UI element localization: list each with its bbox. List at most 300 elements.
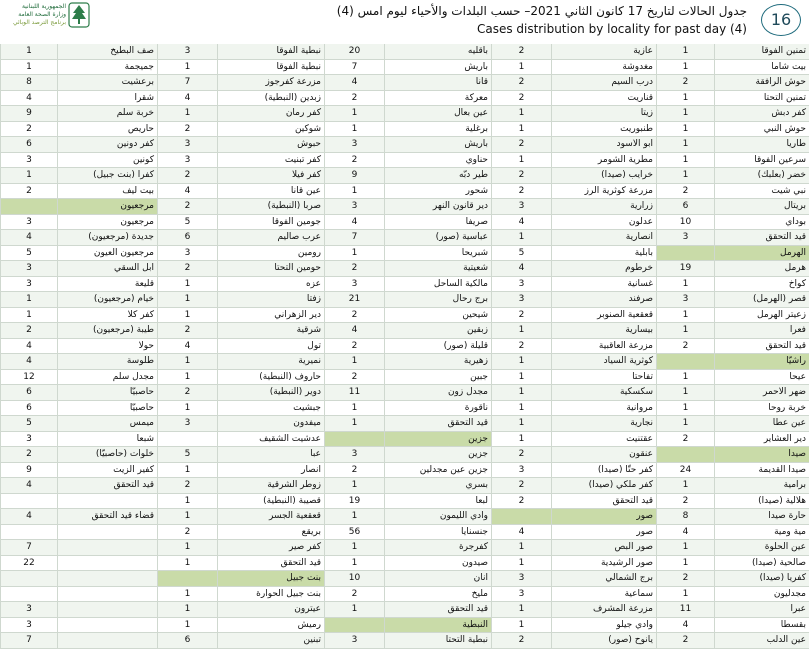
page-title-arabic: جدول الحالات لتاريخ 17 كانون الثاني 2021– حسب البلدات والأحياء ليوم امس (4) (336, 4, 747, 18)
locality-name: زيتا (551, 106, 656, 122)
locality-name: كفير الزيت (57, 463, 157, 479)
case-count: 2 (491, 137, 551, 153)
case-count: 19 (656, 261, 714, 277)
case-count: 2 (324, 261, 384, 277)
table-row (0, 571, 809, 587)
case-count: 12 (0, 370, 57, 386)
table-row (0, 525, 809, 541)
case-count: 2 (491, 91, 551, 107)
case-count: 5 (0, 416, 57, 432)
locality-name: عدلون (551, 215, 656, 231)
locality-name: قليلة (صور) (384, 339, 491, 355)
locality-name: جديدة (مرجعيون) (57, 230, 157, 246)
locality-name: كفر ملكي (صيدا) (551, 478, 656, 494)
locality-name: نميرية (217, 354, 324, 370)
locality-name: يانوح (صور) (551, 633, 656, 649)
locality-name: شيحين (384, 308, 491, 324)
locality-name: عين الدلب (714, 633, 809, 649)
table-row (0, 633, 809, 649)
case-count: 5 (157, 447, 217, 463)
case-count: 2 (0, 447, 57, 463)
table-row (0, 44, 809, 60)
locality-name: كفر رمان (217, 106, 324, 122)
locality-name: سكسكية (551, 385, 656, 401)
case-count: 2 (157, 525, 217, 541)
locality-name: عبا (217, 447, 324, 463)
case-count: 2 (324, 370, 384, 386)
locality-name: باقليه (384, 44, 491, 60)
locality-name: صرفند (551, 292, 656, 308)
case-count: 1 (656, 106, 714, 122)
case-count: 2 (0, 323, 57, 339)
case-count: 2 (491, 339, 551, 355)
locality-name: قيد التحقق (217, 556, 324, 572)
case-count: 1 (157, 277, 217, 293)
case-count: 4 (0, 339, 57, 355)
locality-name: كفر فيلا (217, 168, 324, 184)
locality-name: زفتا (217, 292, 324, 308)
cedar-logo-icon (68, 2, 90, 28)
ministry-logo (4, 2, 90, 32)
locality-name: مزرعة العاقبية (551, 339, 656, 355)
case-count: 19 (324, 494, 384, 510)
locality-name: جبشيت (217, 401, 324, 417)
locality-name: عين بعال (384, 106, 491, 122)
locality-name: كفر كلا (57, 308, 157, 324)
case-count: 1 (656, 44, 714, 60)
locality-name: كفر صير (217, 540, 324, 556)
case-count: 3 (157, 44, 217, 60)
locality-name: بسري (384, 478, 491, 494)
case-count: 2 (656, 633, 714, 649)
case-count: 3 (0, 618, 57, 634)
case-count: 1 (491, 385, 551, 401)
table-row (0, 509, 809, 525)
case-count: 8 (656, 509, 714, 525)
case-count: 1 (157, 587, 217, 603)
locality-name: قيد التحقق (714, 230, 809, 246)
locality-name: مجدل زون (384, 385, 491, 401)
locality-name: دوير (النبطية) (217, 385, 324, 401)
locality-name: رميش (217, 618, 324, 634)
locality-name: فعرا (714, 323, 809, 339)
locality-name: مطرية الشومر (551, 153, 656, 169)
case-count: 3 (324, 447, 384, 463)
case-count: 2 (324, 339, 384, 355)
case-count: 4 (157, 91, 217, 107)
locality-name: حومين التحتا (217, 261, 324, 277)
locality-name: مية ومية (714, 525, 809, 541)
case-count: 3 (324, 137, 384, 153)
case-count: 7 (0, 540, 57, 556)
locality-name: شبريحا (384, 246, 491, 262)
table-row (0, 432, 809, 448)
case-count (157, 571, 217, 587)
locality-name: صربا (النبطية) (217, 199, 324, 215)
case-count: 22 (0, 556, 57, 572)
locality-name: برج رحال (384, 292, 491, 308)
case-count: 2 (656, 432, 714, 448)
case-count: 1 (157, 509, 217, 525)
table-row (0, 246, 809, 262)
case-count: 4 (656, 525, 714, 541)
case-count: 4 (324, 323, 384, 339)
table-row (0, 184, 809, 200)
case-count: 3 (157, 153, 217, 169)
case-count: 1 (157, 401, 217, 417)
case-count: 3 (0, 215, 57, 231)
case-count: 2 (0, 184, 57, 200)
locality-name: باريش (384, 60, 491, 76)
case-count: 1 (157, 494, 217, 510)
locality-name: شوكين (217, 122, 324, 138)
case-count: 2 (656, 339, 714, 355)
locality-name: قناريت (551, 91, 656, 107)
case-count: 24 (656, 463, 714, 479)
cases-table (0, 44, 809, 649)
case-count: 2 (324, 587, 384, 603)
logo-line-1: الجمهورية اللبنانية (21, 3, 66, 10)
locality-name: قليعة (57, 277, 157, 293)
table-row (0, 277, 809, 293)
case-count: 3 (0, 602, 57, 618)
locality-name: كفر دونين (57, 137, 157, 153)
locality-name: جنسنايا (384, 525, 491, 541)
locality-name: كفرجرة (384, 540, 491, 556)
locality-name: وادي الليمون (384, 509, 491, 525)
locality-name: شعيتية (384, 261, 491, 277)
case-count: 1 (656, 401, 714, 417)
case-count: 1 (656, 308, 714, 324)
locality-name: قضاء قيد التحقق (57, 509, 157, 525)
case-count: 1 (324, 478, 384, 494)
case-count: 4 (157, 339, 217, 355)
table-row (0, 75, 809, 91)
case-count: 11 (656, 602, 714, 618)
case-count: 1 (491, 556, 551, 572)
case-count: 10 (324, 571, 384, 587)
case-count: 1 (656, 137, 714, 153)
case-count: 3 (157, 416, 217, 432)
table-row (0, 602, 809, 618)
case-count: 1 (157, 540, 217, 556)
locality-name (57, 540, 157, 556)
case-count: 1 (324, 184, 384, 200)
case-count: 2 (324, 308, 384, 324)
locality-name: تمنين التحتا (714, 91, 809, 107)
locality-name: حاصبيّا (57, 401, 157, 417)
table-row (0, 60, 809, 76)
case-count: 3 (656, 230, 714, 246)
table-row (0, 354, 809, 370)
case-count: 2 (491, 184, 551, 200)
locality-name: قعقعية الجسر (217, 509, 324, 525)
case-count: 4 (157, 184, 217, 200)
case-count: 1 (656, 385, 714, 401)
locality-name: بريقع (217, 525, 324, 541)
case-count: 2 (324, 91, 384, 107)
locality-name: خضر (بعلبك) (714, 168, 809, 184)
table-row (0, 494, 809, 510)
locality-name (57, 602, 157, 618)
locality-name: نجارية (551, 416, 656, 432)
case-count: 2 (157, 261, 217, 277)
locality-name: هلالية (صيدا) (714, 494, 809, 510)
case-count: 4 (0, 509, 57, 525)
case-count: 1 (157, 602, 217, 618)
locality-name: جميجمة (57, 60, 157, 76)
locality-name: نبطية التحتا (384, 633, 491, 649)
locality-name: عنقون (551, 447, 656, 463)
locality-name (57, 525, 157, 541)
locality-name: وادي جيلو (551, 618, 656, 634)
locality-name: جزين عين مجدلين (384, 463, 491, 479)
case-count: 3 (491, 571, 551, 587)
case-count: 1 (324, 416, 384, 432)
page-number-badge: 16 (761, 4, 801, 36)
locality-name: عرب صاليم (217, 230, 324, 246)
locality-name: صيدا (714, 447, 809, 463)
locality-name: خرطوم (551, 261, 656, 277)
locality-name: برامية (714, 478, 809, 494)
case-count: 3 (656, 292, 714, 308)
case-count: 6 (0, 385, 57, 401)
locality-name: صالحية (صيدا) (714, 556, 809, 572)
locality-name: برغلية (384, 122, 491, 138)
case-count: 8 (0, 75, 57, 91)
locality-name: مالكية الساحل (384, 277, 491, 293)
case-count: 5 (157, 215, 217, 231)
case-count: 3 (491, 277, 551, 293)
locality-name: عقتنيت (551, 432, 656, 448)
locality-name: مزرعة المشرف (551, 602, 656, 618)
locality-name: مغدوشة (551, 60, 656, 76)
locality-name: انصارية (551, 230, 656, 246)
case-count: 4 (491, 261, 551, 277)
locality-name (57, 633, 157, 649)
locality-name: قيد التحقق (384, 416, 491, 432)
case-count: 1 (324, 509, 384, 525)
case-count: 1 (491, 354, 551, 370)
table-row (0, 540, 809, 556)
locality-name: مرجعيون (57, 215, 157, 231)
locality-name: قصر (الهرمل) (714, 292, 809, 308)
case-count: 2 (656, 184, 714, 200)
case-count: 7 (324, 60, 384, 76)
locality-name: دير الزهراني (217, 308, 324, 324)
case-count: 1 (324, 556, 384, 572)
case-count: 1 (0, 44, 57, 60)
case-count (491, 509, 551, 525)
case-count: 2 (157, 122, 217, 138)
locality-name: ضهر الاحمر (714, 385, 809, 401)
case-count: 1 (157, 308, 217, 324)
table-row (0, 122, 809, 138)
locality-name: زعيتر الهرمل (714, 308, 809, 324)
locality-name: عين قانا (217, 184, 324, 200)
locality-name (57, 556, 157, 572)
locality-name: قيد التحقق (551, 494, 656, 510)
locality-name: نبطية الفوقا (217, 44, 324, 60)
locality-name: طاريا (714, 137, 809, 153)
locality-name (57, 618, 157, 634)
case-count: 1 (157, 106, 217, 122)
locality-name: صور (551, 525, 656, 541)
table-row (0, 230, 809, 246)
case-count: 7 (0, 633, 57, 649)
case-count: 1 (656, 556, 714, 572)
table-row (0, 292, 809, 308)
locality-name: حوش الرافقة (714, 75, 809, 91)
case-count: 1 (656, 370, 714, 386)
locality-name: قيد التحقق (714, 339, 809, 355)
locality-name: بقسطا (714, 618, 809, 634)
case-count (0, 199, 57, 215)
locality-name: طلوسة (57, 354, 157, 370)
table-row (0, 463, 809, 479)
locality-name: مليخ (384, 587, 491, 603)
locality-name: مرجعيون (57, 199, 157, 215)
locality-name: صور الرشيدية (551, 556, 656, 572)
locality-name: برج الشمالي (551, 571, 656, 587)
locality-name: برعشيت (57, 75, 157, 91)
case-count: 1 (157, 618, 217, 634)
case-count: 1 (0, 60, 57, 76)
case-count: 3 (0, 261, 57, 277)
case-count: 1 (491, 153, 551, 169)
case-count: 21 (324, 292, 384, 308)
locality-name: زوطر الشرقية (217, 478, 324, 494)
locality-name: معركة (384, 91, 491, 107)
table-row (0, 385, 809, 401)
locality-name (57, 571, 157, 587)
locality-name: راشيّا (714, 354, 809, 370)
locality-name: جزين (384, 432, 491, 448)
locality-name: شقرا (57, 91, 157, 107)
locality-name: جبين (384, 370, 491, 386)
case-count: 2 (491, 75, 551, 91)
locality-name: تمنين الفوقا (714, 44, 809, 60)
case-count: 1 (157, 370, 217, 386)
case-count: 1 (656, 540, 714, 556)
case-count: 1 (491, 122, 551, 138)
case-count: 1 (491, 602, 551, 618)
locality-name: زهيرية (384, 354, 491, 370)
locality-name: حاريص (57, 122, 157, 138)
locality-name: بيت ليف (57, 184, 157, 200)
case-count: 2 (491, 494, 551, 510)
case-count: 6 (0, 137, 57, 153)
locality-name (57, 494, 157, 510)
case-count (0, 494, 57, 510)
case-count: 9 (0, 106, 57, 122)
case-count: 6 (0, 401, 57, 417)
locality-name: ابو الاسود (551, 137, 656, 153)
locality-name: الهرمل (714, 246, 809, 262)
locality-name: حولا (57, 339, 157, 355)
case-count (656, 354, 714, 370)
case-count: 1 (656, 153, 714, 169)
case-count: 6 (157, 633, 217, 649)
locality-name: كونين (57, 153, 157, 169)
case-count: 20 (324, 44, 384, 60)
locality-name: بيت شاما (714, 60, 809, 76)
locality-name: مجدليون (714, 587, 809, 603)
locality-name: صور البص (551, 540, 656, 556)
locality-name: صيدون (384, 556, 491, 572)
case-count: 5 (0, 246, 57, 262)
case-count: 2 (157, 168, 217, 184)
locality-name: دير العشاير (714, 432, 809, 448)
table-row (0, 91, 809, 107)
locality-name: صور (551, 509, 656, 525)
locality-name: بنت جبيل الحوارة (217, 587, 324, 603)
locality-name: عدشيت الشقيف (217, 432, 324, 448)
case-count: 2 (0, 122, 57, 138)
table-row (0, 199, 809, 215)
case-count: 2 (491, 44, 551, 60)
case-count: 9 (324, 168, 384, 184)
case-count: 2 (157, 199, 217, 215)
locality-name: دير قانون النهر (384, 199, 491, 215)
case-count: 3 (491, 587, 551, 603)
locality-name: عبرا (714, 602, 809, 618)
logo-line-3: برنامج الترصد الوبائي (12, 19, 66, 26)
case-count: 1 (0, 292, 57, 308)
locality-name: جزين (384, 447, 491, 463)
case-count: 1 (656, 60, 714, 76)
table-row (0, 447, 809, 463)
locality-name: ابل السقي (57, 261, 157, 277)
table-row (0, 370, 809, 386)
case-count: 6 (157, 230, 217, 246)
case-count: 1 (656, 478, 714, 494)
table-row (0, 153, 809, 169)
locality-name: خيام (مرجعيون) (57, 292, 157, 308)
case-count (157, 432, 217, 448)
locality-name: نبطية الفوقا (217, 60, 324, 76)
case-count: 5 (491, 246, 551, 262)
table-row (0, 323, 809, 339)
case-count: 1 (0, 168, 57, 184)
locality-name: عين الحلوة (714, 540, 809, 556)
locality-name: قيد التحقق (384, 602, 491, 618)
case-count: 3 (157, 137, 217, 153)
locality-name: النبطية (384, 618, 491, 634)
case-count: 1 (324, 122, 384, 138)
locality-name: ناقورة (384, 401, 491, 417)
case-count: 1 (324, 246, 384, 262)
case-count: 1 (656, 91, 714, 107)
locality-name: صف البطيخ (57, 44, 157, 60)
locality-name: كفر دبش (714, 106, 809, 122)
case-count: 1 (491, 401, 551, 417)
case-count: 1 (656, 416, 714, 432)
locality-name: حناوي (384, 153, 491, 169)
case-count (0, 571, 57, 587)
locality-name: قصيبة (النبطية) (217, 494, 324, 510)
case-count: 1 (491, 106, 551, 122)
case-count: 1 (491, 323, 551, 339)
case-count: 2 (491, 447, 551, 463)
table-row (0, 168, 809, 184)
locality-name: انصار (217, 463, 324, 479)
case-count: 1 (656, 323, 714, 339)
locality-name: زبدين (النبطية) (217, 91, 324, 107)
case-count: 2 (656, 75, 714, 91)
case-count: 1 (324, 106, 384, 122)
locality-name: كفر تبنيت (217, 153, 324, 169)
